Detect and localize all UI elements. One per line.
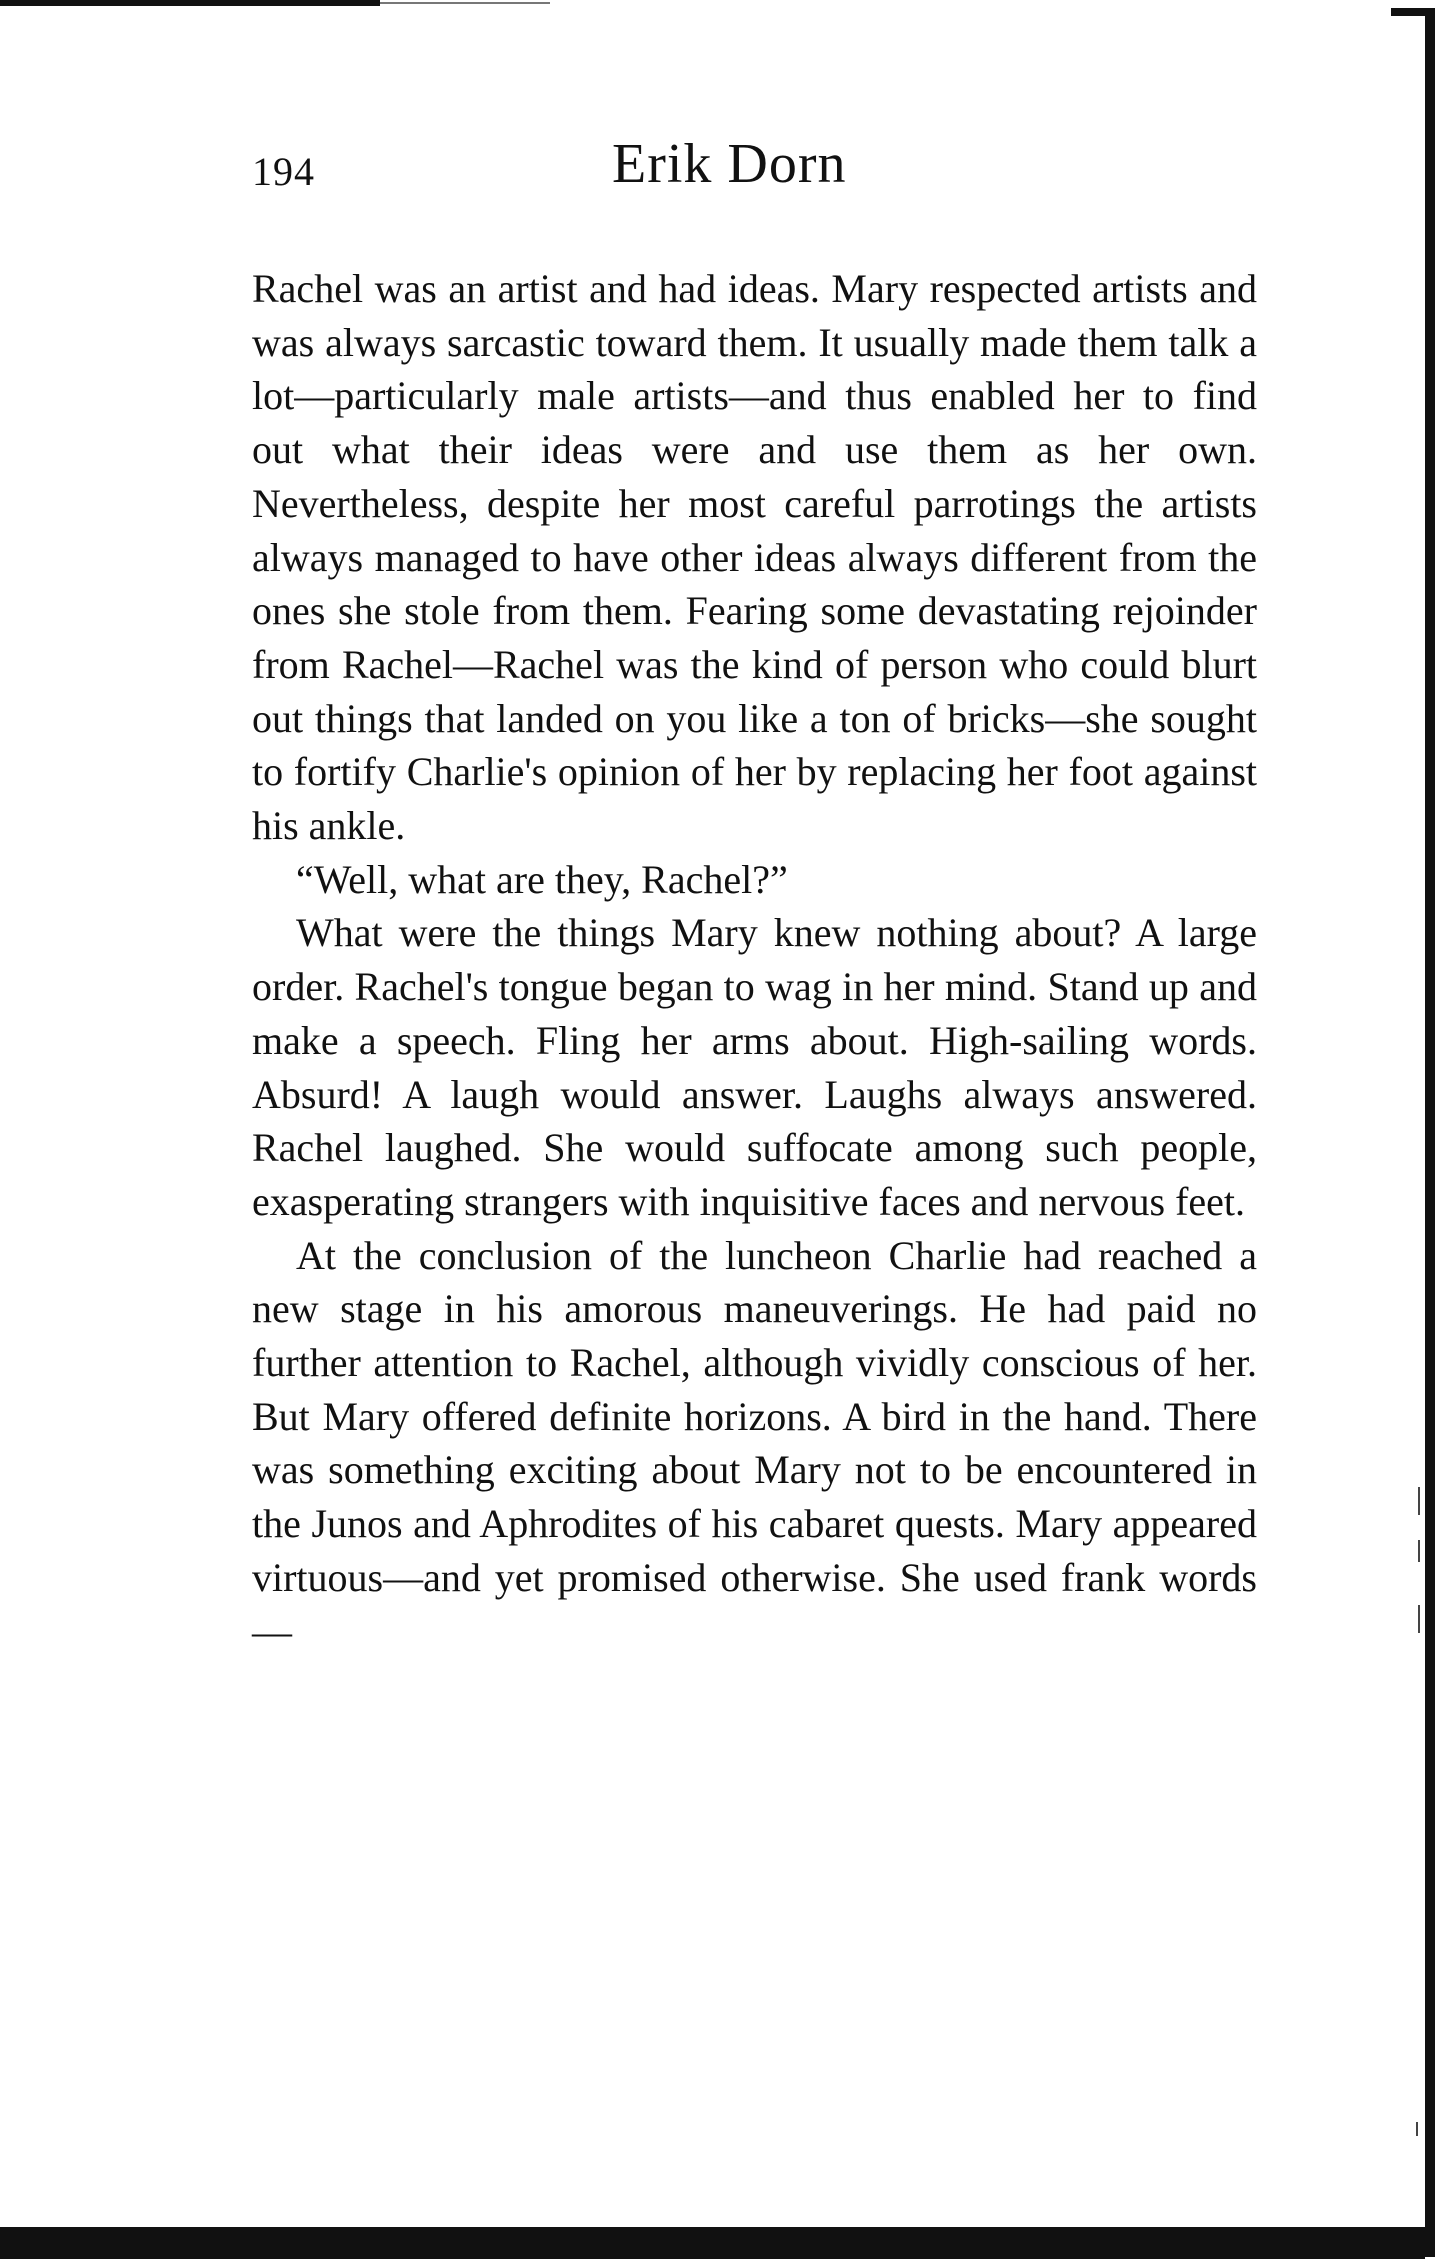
margin-mark [1416, 2122, 1418, 2136]
paragraph-3: What were the things Mary knew nothing about? A large order. Rachel's tongue began to wag in her mind. Stand up and make a speech. Fling her arms about. High-sailing words. Absurd! A laugh would answer. Laughs always answered. Rachel laughed. She would suffocate among such people, exasperating strangers with inquisitive faces and nervous feet. [252, 910, 1257, 1224]
page-number: 194 [252, 149, 315, 194]
scan-edge-top-faint [380, 2, 550, 4]
paragraph-2: “Well, what are they, Rachel?” [296, 856, 788, 902]
margin-mark [1418, 1540, 1420, 1562]
scan-edge-top [0, 0, 380, 6]
margin-mark [1418, 1605, 1420, 1633]
body-text [252, 262, 1257, 1658]
scan-edge-bottom [0, 2227, 1425, 2259]
paragraph-4: At the conclusion of the luncheon Charlie had reached a new stage in his amorous maneuverings. He had paid no further attention to Rachel, although vividly conscious of her. But Mary offered definite horizons. A bird in the hand. There was something exciting about Mary not to be encountered in the Junos and Aphrodites of his cabaret quests. Mary appeared virtuous—and yet promised otherwise. She used frank words— [252, 1232, 1257, 1654]
scan-edge-right [1425, 12, 1435, 2257]
paragraph-1: Rachel was an artist and had ideas. Mary respected artists and was always sarcastic toward them. It usually made them talk a lot—particularly male artists—and thus enabled her to find out what their ideas were and use them as her own. Nevertheless, despite her most careful parrotings the artists always managed to have other ideas always different from the ones she stole from them. Fearing some devastating rejoinder from Rachel—Rachel was the kind of person who could blurt out things that landed on you like a ton of bricks—she sought to fortify Charlie's opinion of her by replacing her foot against his ankle. [252, 266, 1257, 849]
margin-mark [1418, 1487, 1420, 1515]
running-title: Erik Dorn [612, 133, 847, 195]
running-head [0, 122, 1435, 212]
